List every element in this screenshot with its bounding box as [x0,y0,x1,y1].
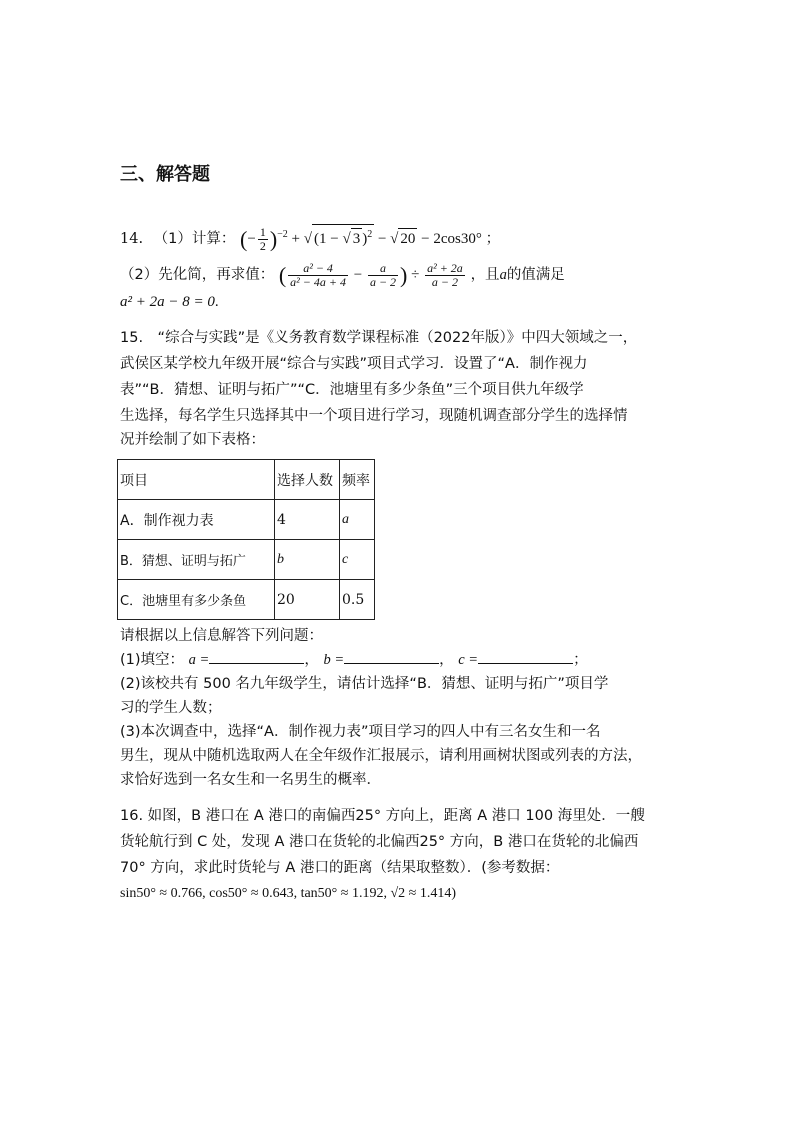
q14-expression-2: ( $\frac{\text{a² − 4}}{\text{a² − 4a + 4}}$ − $\frac{a}{a - 2}$ ) ÷ $\frac{\text{a² + 2a}}{a - 2}$ [278,261,463,289]
table-cell: a [340,500,375,540]
q16-reference-data: sin50° ≈ 0.766, cos50° ≈ 0.643, tan50° ≈ 1.192, √2 ≈ 1.414) [120,886,456,901]
q15-fill-line [120,650,588,670]
q14-part2-tail2: 的值满足 [506,266,565,283]
table-cell: B．猜想、证明与拓广 [118,540,275,580]
q16-line-0: 16. 如图，B 港口在 A 港口的南偏西25° 方向上，距离 A 港口 100 海里处．一艘 [120,808,645,824]
q14-part2 [120,262,565,289]
q15-after-2: (2)该校共有 500 名九年级学生，请估计选择“B．猜想、证明与拓广”项目学 [120,676,609,692]
table-cell: 0.5 [340,580,375,620]
table-header-row [118,460,375,500]
q14-condition: a² + 2a − 8 = 0. [120,294,219,310]
q14-var: a [499,266,507,283]
section-title: 三、解答题 [120,164,210,185]
fill-sep: ， [439,652,454,668]
q15-line-1: 武侯区某学校九年级开展“综合与实践”项目式学习．设置了“A．制作视力 [120,356,588,372]
q15-after-5: 男生，现从中随机选取两人在全年级作汇报展示，请利用画树状图或列表的方法， [120,748,642,764]
q15-line-3: 生选择，每名学生只选择其中一个项目进行学习，现随机调查部分学生的选择情 [120,408,628,424]
table-cell: C．池塘里有多少条鱼 [118,580,275,620]
fill-b-blank[interactable] [344,663,439,664]
q14-part1-label: （1）计算： [153,231,236,247]
fill-b-label: b = [323,652,345,668]
fill-c-label: c = [458,652,479,668]
table-row [118,540,375,580]
q14-part1 [120,224,500,253]
q15-line-2: 表”“B．猜想、证明与拓广”“C．池塘里有多少条鱼”三个项目供九年级学 [120,382,584,398]
q14-part2-label: （2）先化简，再求值： [120,266,275,283]
q15-after-4: (3)本次调查中，选择“A．制作视力表”项目学习的四人中有三名女生和一名 [120,724,601,740]
q14-part2-tail: ，且 [470,266,500,283]
table-cell: c [340,540,375,580]
q14-number: 14. [120,231,144,247]
fill-c-blank[interactable] [478,663,573,664]
q15-line-0: 15. “综合与实践”是《义务教育数学课程标准（2022年版）》中四大领域之一， [120,330,638,346]
table-header: 项目 [118,460,275,500]
table-row [118,580,375,620]
table-cell: b [275,540,340,580]
fill-a-blank[interactable] [209,663,304,664]
table-header: 选择人数 [275,460,340,500]
q16-line-2: 70° 方向，求此时货轮与 A 港口的距离（结果取整数）．(参考数据： [120,860,560,876]
table-header: 频率 [340,460,375,500]
q14-part1-tail: ； [485,231,501,247]
q14-expression-1: (− $\frac{1}{2}$ )$^{-2}$ + √ (1 − √ 3 )$^2$ − √ 20 − 2cos30° [240,225,486,254]
q16-line-1: 货轮航行到 C 处，发现 A 港口在货轮的北偏西25° 方向，B 港口在货轮的北偏西 [120,834,639,850]
q15-line-4: 况并绘制了如下表格： [120,432,265,448]
fill-a-label: a = [188,652,210,668]
q15-after-3: 习的学生人数； [120,700,222,716]
fill-end: ； [573,652,588,668]
table-row [118,500,375,540]
survey-table [117,459,375,620]
q15-fill-label: (1)填空： [120,652,185,668]
fill-sep: ， [304,652,319,668]
table-cell: 20 [275,580,340,620]
q15-after-6: 求恰好选到一名女生和一名男生的概率． [120,772,381,788]
q15-after-0: 请根据以上信息解答下列问题： [120,628,323,644]
table-cell: A．制作视力表 [118,500,275,540]
table-cell: 4 [275,500,340,540]
